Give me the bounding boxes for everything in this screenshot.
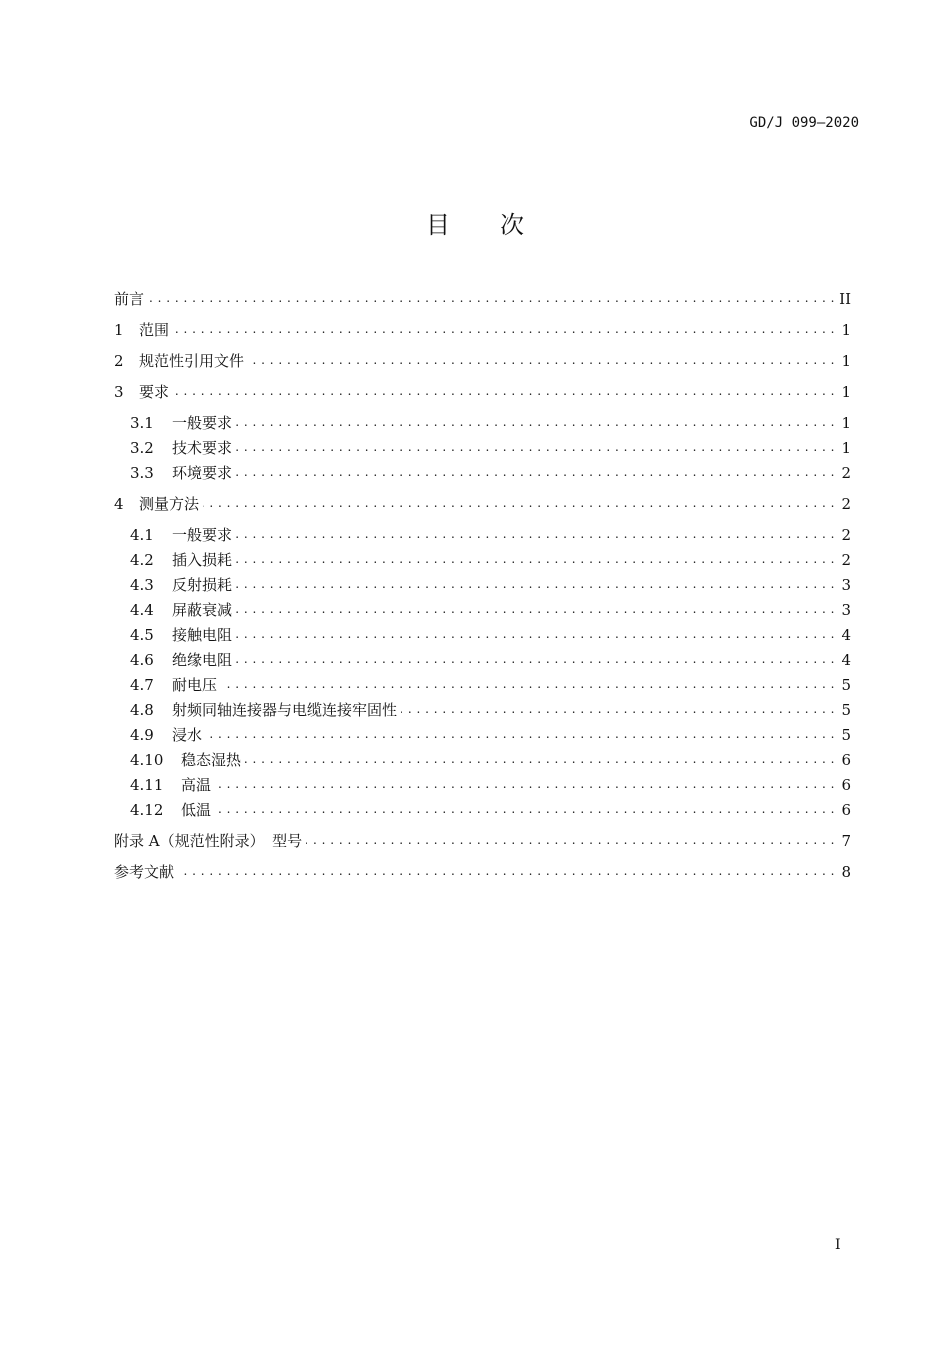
toc-entry[interactable] bbox=[114, 647, 851, 672]
toc-entry-title: 屏蔽衰减 bbox=[172, 601, 233, 619]
toc-entry[interactable] bbox=[114, 410, 851, 435]
toc-entry-page: 6 bbox=[841, 800, 851, 819]
toc-entry-number: 4.4 bbox=[130, 600, 154, 619]
toc-entry-page: 5 bbox=[841, 725, 851, 744]
toc-entry[interactable] bbox=[114, 828, 851, 853]
toc-entry-title: 技术要求 bbox=[172, 439, 233, 457]
toc-entry-page: 2 bbox=[841, 525, 851, 544]
toc-entry-title: 射频同轴连接器与电缆连接牢固性 bbox=[172, 701, 398, 719]
toc-entry[interactable] bbox=[114, 747, 851, 772]
dot-leader bbox=[236, 597, 835, 622]
toc-entry-title: 前言 bbox=[114, 290, 145, 308]
toc-entry-title: 低温 bbox=[181, 801, 212, 819]
dot-leader bbox=[236, 460, 835, 485]
toc-entry-title: 参考文献 bbox=[114, 863, 175, 881]
toc-entry-number: 4.10 bbox=[130, 750, 164, 769]
dot-leader bbox=[236, 522, 835, 547]
toc-entry[interactable] bbox=[114, 435, 851, 460]
toc-entry-page: 5 bbox=[841, 675, 851, 694]
toc-entry-page: 2 bbox=[841, 494, 851, 513]
toc-entry-number: 4.3 bbox=[130, 575, 154, 594]
toc-entry-page: 4 bbox=[841, 625, 851, 644]
toc-entry-page: 4 bbox=[841, 650, 851, 669]
toc-entry[interactable] bbox=[114, 491, 851, 516]
toc-entry-number: 4.9 bbox=[130, 725, 154, 744]
dot-leader bbox=[306, 828, 835, 853]
dot-leader bbox=[148, 286, 835, 311]
toc-entry-title: 绝缘电阻 bbox=[172, 651, 233, 669]
toc-entry-title: 浸水 bbox=[172, 726, 203, 744]
toc-entry-page: 1 bbox=[841, 413, 851, 432]
toc-entry-page: 6 bbox=[841, 750, 851, 769]
dot-leader bbox=[236, 410, 835, 435]
dot-leader bbox=[221, 672, 835, 697]
toc-entry[interactable] bbox=[114, 697, 851, 722]
toc-entry[interactable] bbox=[114, 572, 851, 597]
toc-entry-title: 高温 bbox=[181, 776, 212, 794]
toc-entry-number: 4.1 bbox=[130, 525, 154, 544]
toc-entry-title: 接触电阻 bbox=[172, 626, 233, 644]
toc-entry[interactable] bbox=[114, 317, 851, 342]
toc-entry-title: 范围 bbox=[139, 321, 170, 339]
toc-entry-page: 2 bbox=[841, 550, 851, 569]
toc-entry-number: 4.7 bbox=[130, 675, 154, 694]
toc-entry-number: 2 bbox=[114, 351, 124, 370]
dot-leader bbox=[236, 435, 835, 460]
page-number: I bbox=[835, 1237, 841, 1253]
toc-entry-number: 3.2 bbox=[130, 438, 154, 457]
toc-entry[interactable] bbox=[114, 547, 851, 572]
toc-entry-number: 4.12 bbox=[130, 800, 164, 819]
dot-leader bbox=[236, 622, 835, 647]
toc-entry-page: 1 bbox=[841, 382, 851, 401]
toc-entry-page: 1 bbox=[841, 351, 851, 370]
table-of-contents bbox=[114, 286, 851, 884]
dot-leader bbox=[236, 572, 835, 597]
toc-entry-number: 4.2 bbox=[130, 550, 154, 569]
dot-leader bbox=[245, 747, 835, 772]
toc-entry-page: 2 bbox=[841, 463, 851, 482]
page-title: 目次 bbox=[426, 211, 574, 239]
toc-entry-number: 4 bbox=[114, 494, 124, 513]
toc-entry-title: 耐电压 bbox=[172, 676, 218, 694]
toc-entry-title: 环境要求 bbox=[172, 464, 233, 482]
toc-entry-title: 反射损耗 bbox=[172, 576, 233, 594]
toc-entry-number: 3.1 bbox=[130, 413, 154, 432]
dot-leader bbox=[173, 379, 835, 404]
toc-entry[interactable] bbox=[114, 672, 851, 697]
toc-entry-number: 3.3 bbox=[130, 463, 154, 482]
toc-entry-title: 插入损耗 bbox=[172, 551, 233, 569]
toc-entry-title: 测量方法 bbox=[139, 495, 200, 513]
toc-entry-page: II bbox=[839, 289, 851, 308]
toc-entry-number: 4.11 bbox=[130, 775, 164, 794]
dot-leader bbox=[215, 772, 835, 797]
toc-entry[interactable] bbox=[114, 348, 851, 373]
standard-code: GD/J 099—2020 bbox=[749, 115, 859, 131]
toc-entry-title: 一般要求 bbox=[172, 414, 233, 432]
dot-leader bbox=[203, 491, 835, 516]
toc-entry-number: 4.6 bbox=[130, 650, 154, 669]
dot-leader bbox=[215, 797, 835, 822]
toc-entry-page: 8 bbox=[841, 862, 851, 881]
dot-leader bbox=[173, 317, 835, 342]
toc-entry[interactable] bbox=[114, 379, 851, 404]
toc-entry-page: 1 bbox=[841, 320, 851, 339]
toc-entry-page: 7 bbox=[841, 831, 851, 850]
toc-entry-number: 4.5 bbox=[130, 625, 154, 644]
dot-leader bbox=[248, 348, 835, 373]
toc-entry-number: 4.8 bbox=[130, 700, 154, 719]
toc-entry-page: 1 bbox=[841, 438, 851, 457]
toc-entry[interactable] bbox=[114, 722, 851, 747]
toc-entry[interactable] bbox=[114, 622, 851, 647]
toc-entry-title: 稳态湿热 bbox=[181, 751, 242, 769]
toc-entry-number: 3 bbox=[114, 382, 124, 401]
toc-entry-page: 3 bbox=[841, 575, 851, 594]
toc-entry-page: 3 bbox=[841, 600, 851, 619]
toc-entry-title: 要求 bbox=[139, 383, 170, 401]
toc-entry[interactable] bbox=[114, 597, 851, 622]
toc-entry[interactable] bbox=[114, 859, 851, 884]
toc-entry-page: 6 bbox=[841, 775, 851, 794]
toc-entry[interactable] bbox=[114, 797, 851, 822]
toc-entry[interactable] bbox=[114, 772, 851, 797]
dot-leader bbox=[236, 547, 835, 572]
toc-entry-title: 规范性引用文件 bbox=[139, 352, 245, 370]
dot-leader bbox=[401, 697, 835, 722]
dot-leader bbox=[206, 722, 835, 747]
toc-entry-page: 5 bbox=[841, 700, 851, 719]
toc-entry[interactable] bbox=[114, 286, 851, 311]
toc-entry-number: 1 bbox=[114, 320, 124, 339]
toc-entry[interactable] bbox=[114, 460, 851, 485]
toc-entry-title: 一般要求 bbox=[172, 526, 233, 544]
toc-entry-title: 附录 A（规范性附录） 型号 bbox=[114, 832, 303, 850]
dot-leader bbox=[236, 647, 835, 672]
toc-entry[interactable] bbox=[114, 522, 851, 547]
dot-leader bbox=[178, 859, 835, 884]
